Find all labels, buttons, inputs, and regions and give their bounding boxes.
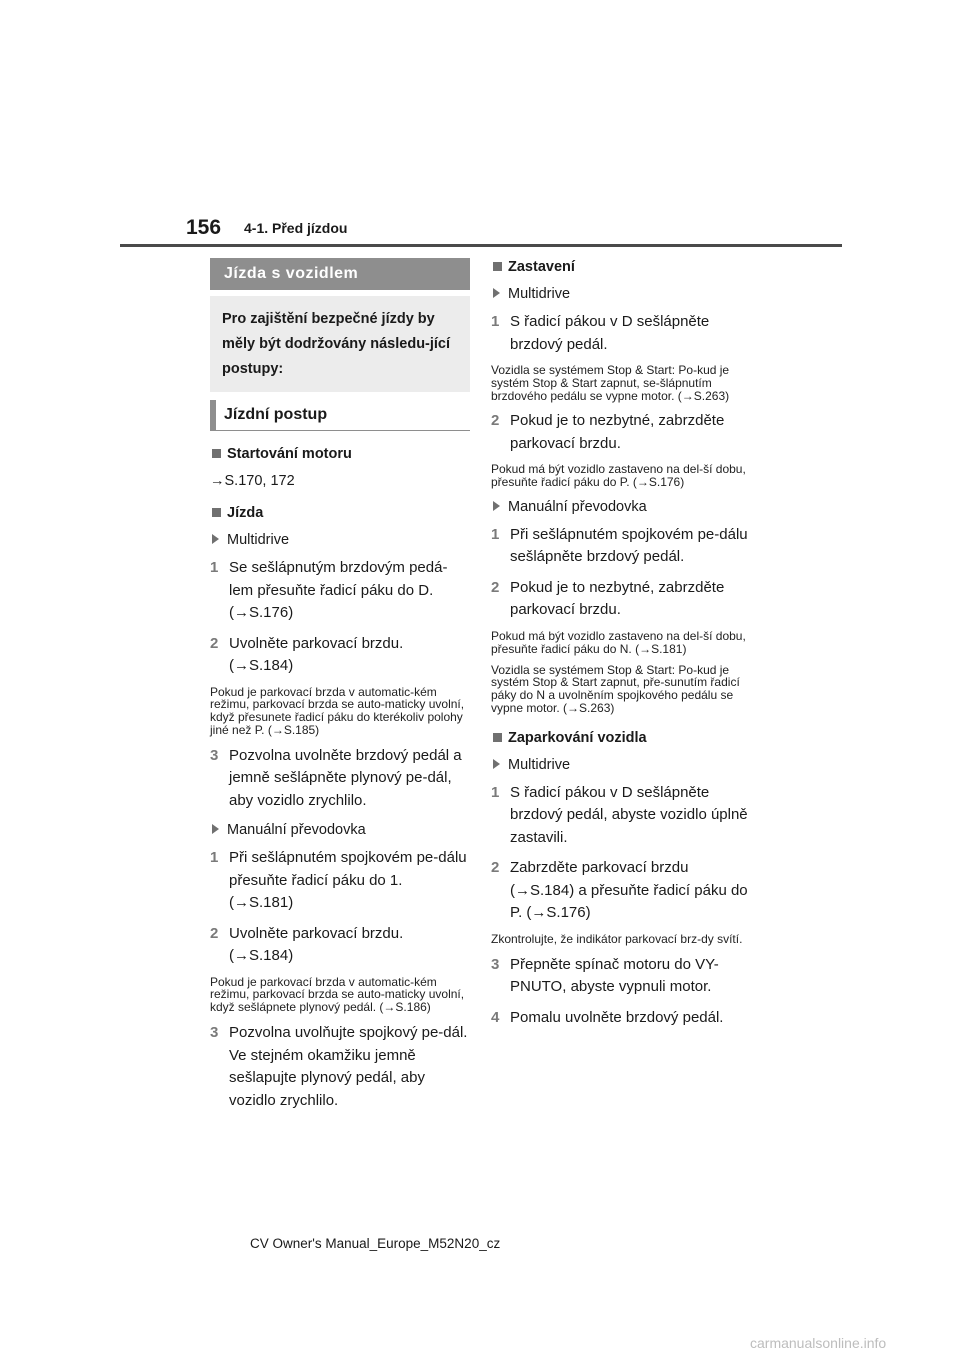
section-title: Jízda s vozidlem [210, 258, 470, 290]
watermark: carmanualsonline.info [750, 1335, 887, 1351]
note-text: Pokud je parkovací brzda v automatic-kém režimu, parkovací brzda se auto-maticky uvolní, když sešlápnete plynový pedál. (→S.186) [210, 974, 465, 1015]
page-ref: →S.170, 172 [210, 473, 295, 489]
note-text: Vozidla se systémem Stop & Start: Po-kud je systém Stop & Start zapnut, pře-sunutím řadicí páky do N a uvolněním spojkového pedálu se vypne motor. (→S.263) [491, 662, 740, 715]
header-divider [120, 244, 842, 247]
step-number: 1 [491, 783, 500, 801]
left-column [210, 258, 470, 1112]
step-item: 3 Pozvolna uvolněte brzdový pedál a jemně sešlápněte plynový pe-dál, aby vozidlo zrychlilo. [210, 745, 470, 813]
step-number: 3 [210, 1024, 219, 1042]
step-number: 4 [491, 1008, 500, 1026]
step-item: 1 Při sešlápnutém spojkovém pe-dálu přesuňte řadicí páku do 1. (→S.181) [210, 847, 470, 915]
heading-driving: Jízda [210, 504, 470, 522]
page-number: 156 [186, 216, 222, 239]
note-text: Vozidla se systémem Stop & Start: Po-kud je systém Stop & Start zapnut, se-šlápnutím brzdového pedálu se vypne motor. (→S.263) [491, 363, 730, 403]
variant-multidrive: Multidrive [210, 531, 470, 549]
heading-parking: Zaparkování vozidla [491, 729, 751, 747]
step-number: 2 [491, 412, 500, 430]
note-text: Zkontrolujte, že indikátor parkovací brz-dy svítí. [491, 931, 743, 946]
step-item: 2 Uvolněte parkovací brzdu. (→S.184) [210, 923, 470, 968]
note-text: Pokud má být vozidlo zastaveno na del-ší dobu, přesuňte řadicí páku do P. (→S.176) [491, 462, 746, 490]
step-number: 2 [210, 924, 219, 942]
triangle-bullet-icon [493, 759, 500, 769]
section-reference: 4-1. Před jízdou [244, 220, 348, 236]
step-number: 2 [491, 578, 500, 596]
triangle-bullet-icon [493, 288, 500, 298]
step-item: 2 Uvolněte parkovací brzdu. (→S.184) [210, 633, 470, 678]
step-item: 2 Pokud je to nezbytné, zabrzděte parkovací brzdu. [491, 410, 751, 455]
note-text: Pokud má být vozidlo zastaveno na del-ší dobu, přesuňte řadicí páku do N. (→S.181) [491, 628, 746, 656]
square-bullet-icon [493, 262, 502, 271]
step-number: 1 [210, 559, 219, 576]
step-number: 1 [491, 313, 500, 330]
step-number: 2 [210, 634, 219, 652]
variant-multidrive: Multidrive [491, 756, 751, 774]
step-number: 1 [210, 849, 219, 867]
triangle-bullet-icon [212, 534, 219, 544]
step-number: 3 [491, 955, 500, 973]
square-bullet-icon [212, 449, 221, 458]
square-bullet-icon [493, 733, 502, 742]
intro-box: Pro zajištění bezpečné jízdy by měly být dodržovány následu-jící postupy: [210, 296, 470, 392]
step-item: 1 Při sešlápnutém spojkovém pe-dálu sešlápněte brzdový pedál. [491, 524, 751, 569]
variant-manual: Manuální převodovka [210, 821, 470, 839]
variant-manual: Manuální převodovka [491, 498, 751, 516]
step-number: 2 [491, 859, 500, 877]
step-item: 1 S řadicí pákou v D sešlápněte brzdový pedál. [491, 311, 751, 356]
step-item: 3 Přepněte spínač motoru do VY-PNUTO, abyste vypnuli motor. [491, 954, 751, 999]
triangle-bullet-icon [493, 501, 500, 511]
variant-multidrive: Multidrive [491, 285, 751, 303]
note-text: Pokud je parkovací brzda v automatic-kém režimu, parkovací brzda se auto-maticky uvolní, když přesunete řadicí páku do kterékoliv polohy jiné než P. (→S.185) [210, 684, 465, 737]
step-item: 4 Pomalu uvolněte brzdový pedál. [491, 1007, 751, 1030]
subheading-driving-procedure: Jízdní postup [210, 400, 470, 431]
step-item: 3 Pozvolna uvolňujte spojkový pe-dál. Ve stejném okamžiku jemně sešlapujte plynový pedál, aby vozidlo zrychlilo. [210, 1022, 470, 1112]
triangle-bullet-icon [212, 824, 219, 834]
step-item: 1 S řadicí pákou v D sešlápněte brzdový pedál, abyste vozidlo úplně zastavili. [491, 782, 751, 850]
right-column [491, 258, 751, 1029]
step-item: 1 Se sešlápnutým brzdovým pedá-lem přesuňte řadicí páku do D. (→S.176) [210, 557, 470, 625]
heading-stopping: Zastavení [491, 258, 751, 276]
footer-document-id: CV Owner's Manual_Europe_M52N20_cz [250, 1236, 501, 1251]
step-number: 1 [491, 525, 500, 543]
square-bullet-icon [212, 508, 221, 517]
heading-engine-start: Startování motoru [210, 445, 470, 463]
step-item: 2 Zabrzděte parkovací brzdu (→S.184) a přesuňte řadicí páku do P. (→S.176) [491, 857, 751, 925]
step-number: 3 [210, 746, 219, 764]
step-item: 2 Pokud je to nezbytné, zabrzděte parkovací brzdu. [491, 577, 751, 622]
